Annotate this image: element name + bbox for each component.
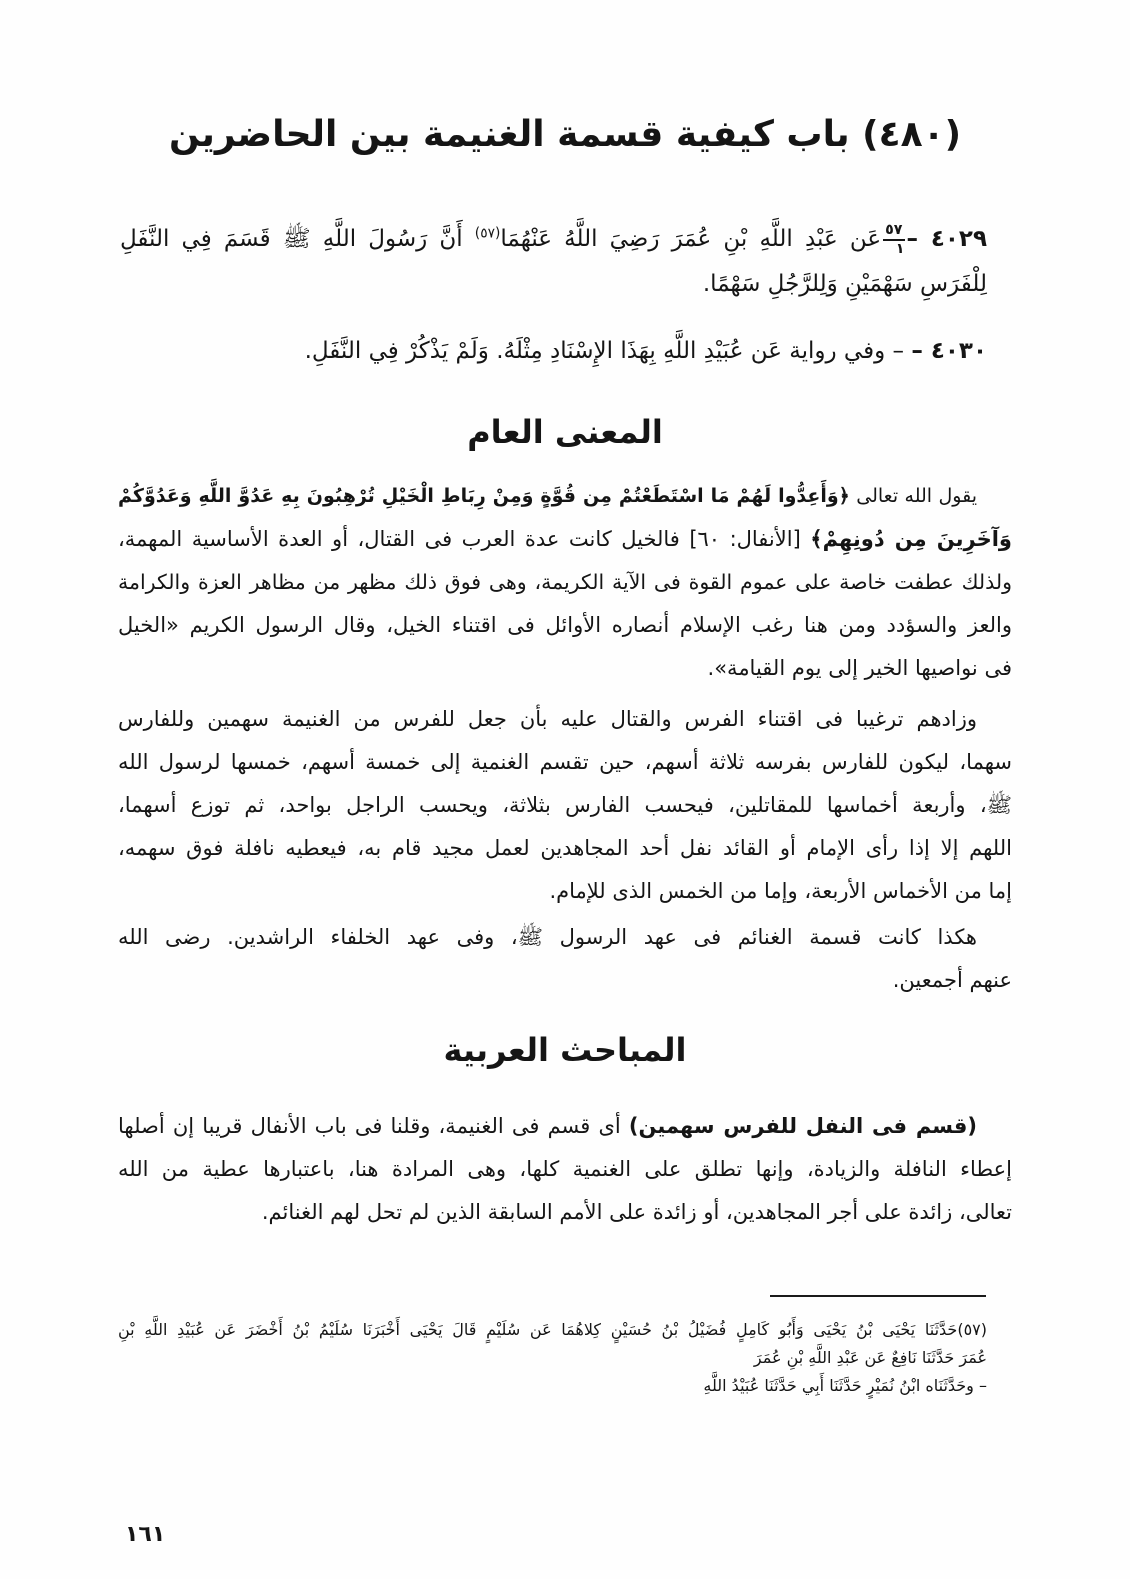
footnote-line: (٥٧)حَدَّثَنَا يَحْيَى بْنُ يَحْيَى وَأَبُو كَامِلٍ فُضَيْلُ بْنُ حُسَيْنٍ كِلاهُمَا عَن سُلَيْمٍ قَالَ يَحْيَى أَخْبَرَنَا سُلَيْمُ بْنُ أَخْضَرَ عَن عُبَيْدِ اللَّهِ بْنِ — [118, 1320, 987, 1339]
hadith-4029-line-1 — [120, 217, 987, 262]
hadith-4029 — [120, 217, 987, 307]
paragraph-3 — [118, 916, 1012, 1002]
footnote — [118, 1316, 987, 1400]
chapter-title: (٤٨٠) باب كيفية قسمة الغنيمة بين الحاضرين — [168, 114, 962, 155]
footnote-line: – وحَدَّثَنَاه ابْنُ نُمَيْرٍ حَدَّثَنَا أَبِي حَدَّثَنَا عُبَيْدُ اللَّهِ — [703, 1376, 987, 1395]
hadith-4030-line-1 — [120, 329, 987, 374]
paragraph-line: اللهم إلا إذا رأى الإمام أو القائد نفل أحد المجاهدين لعمل مجيد قام به، فيعطيه نافلة فوق سهمه، — [118, 836, 1012, 860]
section-heading-general-meaning: المعنى العام — [467, 413, 663, 451]
paragraph-line: والعز والسؤدد ومن هنا رغب الإسلام أنصاره الأوائل فى اقتناء الخيل، وقال الرسول الكريم «الخيل — [118, 613, 1012, 637]
paragraph-line: وزادهم ترغيبا فى اقتناء الفرس والقتال عليه بأن جعل للفرس من الغنيمة سهمين وللفارس — [118, 707, 977, 731]
explained-term: (قسم فى النفل للفرس سهمين) — [628, 1114, 977, 1138]
paragraph-line: فى نواصيها الخير إلى يوم القيامة». — [707, 656, 1012, 680]
hadith-text: أَنَّ رَسُولَ اللَّهِ ﷺ قَسَمَ فِي النَّفَلِ — [120, 226, 463, 252]
hadith-4029-line-2: لِلْفَرَسِ سَهْمَيْنِ وَلِلرَّجُلِ سَهْمًا. — [702, 271, 987, 297]
paragraph-4 — [118, 1105, 1012, 1234]
footnote-separator — [770, 1295, 986, 1297]
page-number: ١٦١ — [125, 1522, 166, 1547]
paragraph-1 — [118, 475, 1012, 690]
paragraph-line: إعطاء النافلة والزيادة، وإنها تطلق على الغنمية كلها، وهى المرادة هنا، باعتبارها عطية من الله — [118, 1157, 1012, 1181]
reference-numerator: ٥٧ — [883, 223, 904, 240]
paragraph-line: تعالى، زائدة على أجر المجاهدين، أو زائدة على الأمم السابقة الذين لم تحل لهم الغنائم. — [261, 1200, 1012, 1224]
paragraph-line — [118, 475, 1012, 518]
paragraph-text: [الأنفال: ٦٠] فالخيل كانت عدة العرب فى القتال، أو العدة الأساسية المهمة، — [118, 527, 801, 551]
paragraph-2 — [118, 698, 1012, 913]
paragraph-line — [118, 518, 1012, 561]
quran-verse: ﴿وَأَعِدُّوا لَهُمْ مَا اسْتَطَعْتُمْ مِن قُوَّةٍ وَمِنْ رِبَاطِ الْخَيْلِ تُرْهِبُونَ بِهِ عَدُوَّ اللَّهِ وَعَدُوَّكُمْ — [118, 485, 850, 507]
paragraph-line: ولذلك عطفت خاصة على عموم القوة فى الآية الكريمة، وهى فوق ذلك مظهر من مظاهر العزة والكرامة — [118, 570, 1012, 594]
section-heading-linguistic: المباحث العربية — [443, 1031, 687, 1069]
hadith-number: ٤٠٢٩ – — [906, 226, 987, 252]
hadith-4030 — [120, 329, 987, 374]
paragraph-line: عنهم أجمعين. — [892, 968, 1012, 992]
paragraph-line: هكذا كانت قسمة الغنائم فى عهد الرسول ﷺ، وفى عهد الخلفاء الراشدين. رضى الله — [118, 925, 977, 949]
paragraph-text: يقول الله تعالى — [856, 485, 977, 507]
hadith-text: – وفي رواية عَن عُبَيْدِ اللَّهِ بِهَذَا الإِسْنَادِ مِثْلَهُ. وَلَمْ يَذْكُرْ فِي النَّفَلِ. — [304, 338, 905, 364]
footnote-marker: (٥٧) — [474, 225, 501, 242]
paragraph-line — [118, 1105, 1012, 1148]
hadith-reference-fraction — [883, 223, 904, 256]
paragraph-text: أى قسم فى الغنيمة، وقلنا فى باب الأنفال قريبا إن أصلها — [118, 1114, 621, 1138]
paragraph-line: إما من الأخماس الأربعة، وإما من الخمس الذى للإمام. — [549, 879, 1012, 903]
paragraph-line: سهما، ليكون للفارس بفرسه ثلاثة أسهم، حين تقسم الغنمية إلى خمسة أسهم، خمسها لرسول الله — [118, 750, 1012, 774]
footnote-line: عُمَرَ حَدَّثَنَا نَافِعٌ عَن عَبْدِ اللَّهِ بْنِ عُمَرَ — [753, 1348, 987, 1367]
hadith-number: ٤٠٣٠ – — [911, 338, 987, 364]
quran-verse: وَآخَرِينَ مِن دُونِهِمْ﴾ — [810, 527, 1012, 551]
paragraph-line: ﷺ، وأربعة أخماسها للمقاتلين، فيحسب الفارس بثلاثة، ويحسب الراجل بواحد، ثم توزع أسهما، — [118, 793, 1012, 817]
hadith-text: عَن عَبْدِ اللَّهِ بْنِ عُمَرَ رَضِيَ اللَّهُ عَنْهُمَا — [500, 226, 882, 252]
reference-denominator: ١ — [895, 240, 905, 257]
